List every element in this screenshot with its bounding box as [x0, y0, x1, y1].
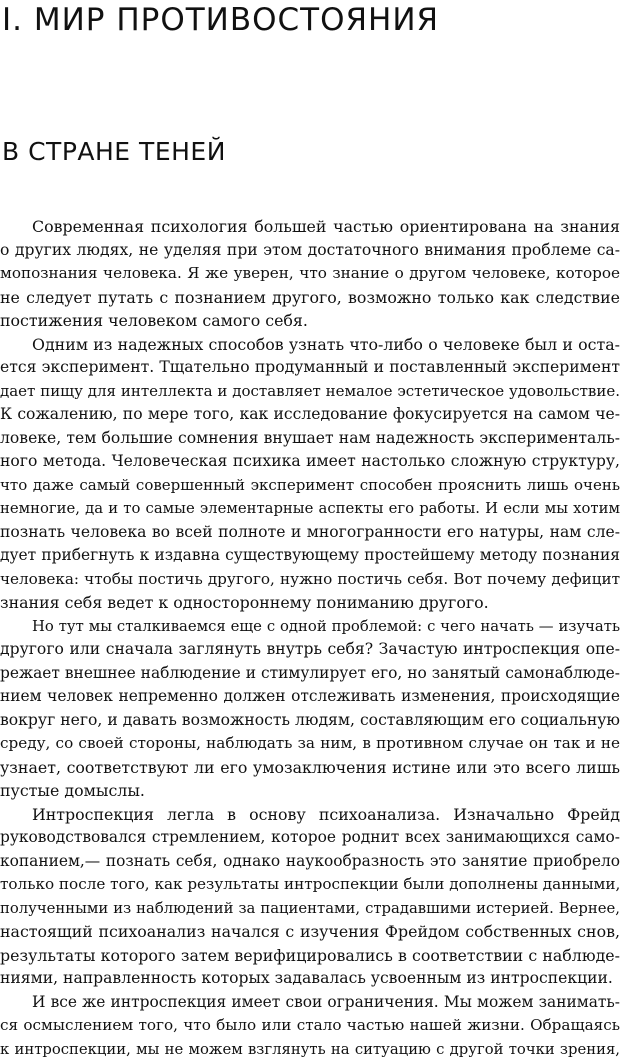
text-line: знания себя ведет к одностороннему пониманию другого.	[0, 591, 620, 615]
text-line: дает пищу для интеллекта и доставляет немалое эстетическое удовольствие.	[0, 380, 620, 404]
text-line: настоящий психоанализ начался с изучения Фрейдом собственных снов,	[0, 920, 620, 944]
text-line: ся осмыслением того, что было или стало частью нашей жизни. Обращаясь	[0, 1014, 620, 1038]
text-line: узнает, соответствуют ли его умозаключения истине или это всего лишь	[0, 756, 620, 780]
text-line: Но тут мы сталкиваемся еще с одной проблемой: с чего начать — изучать	[0, 615, 620, 639]
text-line: Одним из надежных способов узнать что-либо о человеке был и оста-	[0, 333, 620, 357]
text-line: ниями, направленность которых задавалась усвоенным из интроспекции.	[0, 967, 620, 991]
text-line: дует прибегнуть к издавна существующему простейшему методу познания	[0, 544, 620, 568]
text-line: руководствовался стремлением, которое роднит всех занимающихся само-	[0, 826, 620, 850]
paragraph	[0, 803, 620, 991]
text-line: только после того, как результаты интроспекции были дополнены данными,	[0, 873, 620, 897]
text-line: к интроспекции, мы не можем взглянуть на ситуацию с другой точки зрения,	[0, 1038, 620, 1061]
text-line: К сожалению, по мере того, как исследование фокусируется на самом че-	[0, 403, 620, 427]
paragraph	[0, 215, 620, 333]
text-line: ного метода. Человеческая психика имеет настолько сложную структуру,	[0, 450, 620, 474]
text-line: И все же интроспекция имеет свои ограничения. Мы можем занимать-	[0, 991, 620, 1015]
paragraph	[0, 615, 620, 803]
text-line: другого или сначала заглянуть внутрь себя? Зачастую интроспекция опе-	[0, 638, 620, 662]
text-line: познать человека во всей полноте и многогранности его натуры, нам сле-	[0, 521, 620, 545]
section-title: В СТРАНЕ ТЕНЕЙ	[2, 137, 226, 167]
text-line: мопознания человека. Я же уверен, что знание о другом человеке, которое	[0, 262, 620, 286]
text-line: пустые домыслы.	[0, 779, 620, 803]
text-line: ловеке, тем большие сомнения внушает нам надежность эксперименталь-	[0, 427, 620, 451]
text-line: постижения человеком самого себя.	[0, 309, 620, 333]
text-line: копанием,— познать себя, однако наукообразность это занятие приобрело	[0, 850, 620, 874]
text-line: Современная психология большей частью ориентирована на знания	[0, 215, 620, 239]
text-line: немногие, да и то самые элементарные аспекты его работы. И если мы хотим	[0, 497, 620, 521]
text-line: нием человек непременно должен отслеживать изменения, происходящие	[0, 685, 620, 709]
text-line: вокруг него, и давать возможность людям, составляющим его социальную	[0, 709, 620, 733]
paragraph	[0, 991, 620, 1061]
text-line: режает внешнее наблюдение и стимулирует его, но занятый самонаблюде-	[0, 662, 620, 686]
text-line: среду, со своей стороны, наблюдать за ним, в противном случае он так и не	[0, 732, 620, 756]
chapter-title: I. МИР ПРОТИВОСТОЯНИЯ	[2, 2, 439, 38]
text-line: ется эксперимент. Тщательно продуманный и поставленный эксперимент	[0, 356, 620, 380]
text-line: Интроспекция легла в основу психоанализа. Изначально Фрейд	[0, 803, 620, 827]
text-line: результаты которого затем верифицировались в соответствии с наблюде-	[0, 944, 620, 968]
text-line: о других людях, не уделяя при этом достаточного внимания проблеме са-	[0, 239, 620, 263]
paragraph	[0, 333, 620, 615]
text-line: человека: чтобы постичь другого, нужно постичь себя. Вот почему дефицит	[0, 568, 620, 592]
body-text	[0, 215, 620, 1061]
text-line: что даже самый совершенный эксперимент способен прояснить лишь очень	[0, 474, 620, 498]
text-line: полученными из наблюдений за пациентами, страдавшими истерией. Вернее,	[0, 897, 620, 921]
text-line: не следует путать с познанием другого, возможно только как следствие	[0, 286, 620, 310]
